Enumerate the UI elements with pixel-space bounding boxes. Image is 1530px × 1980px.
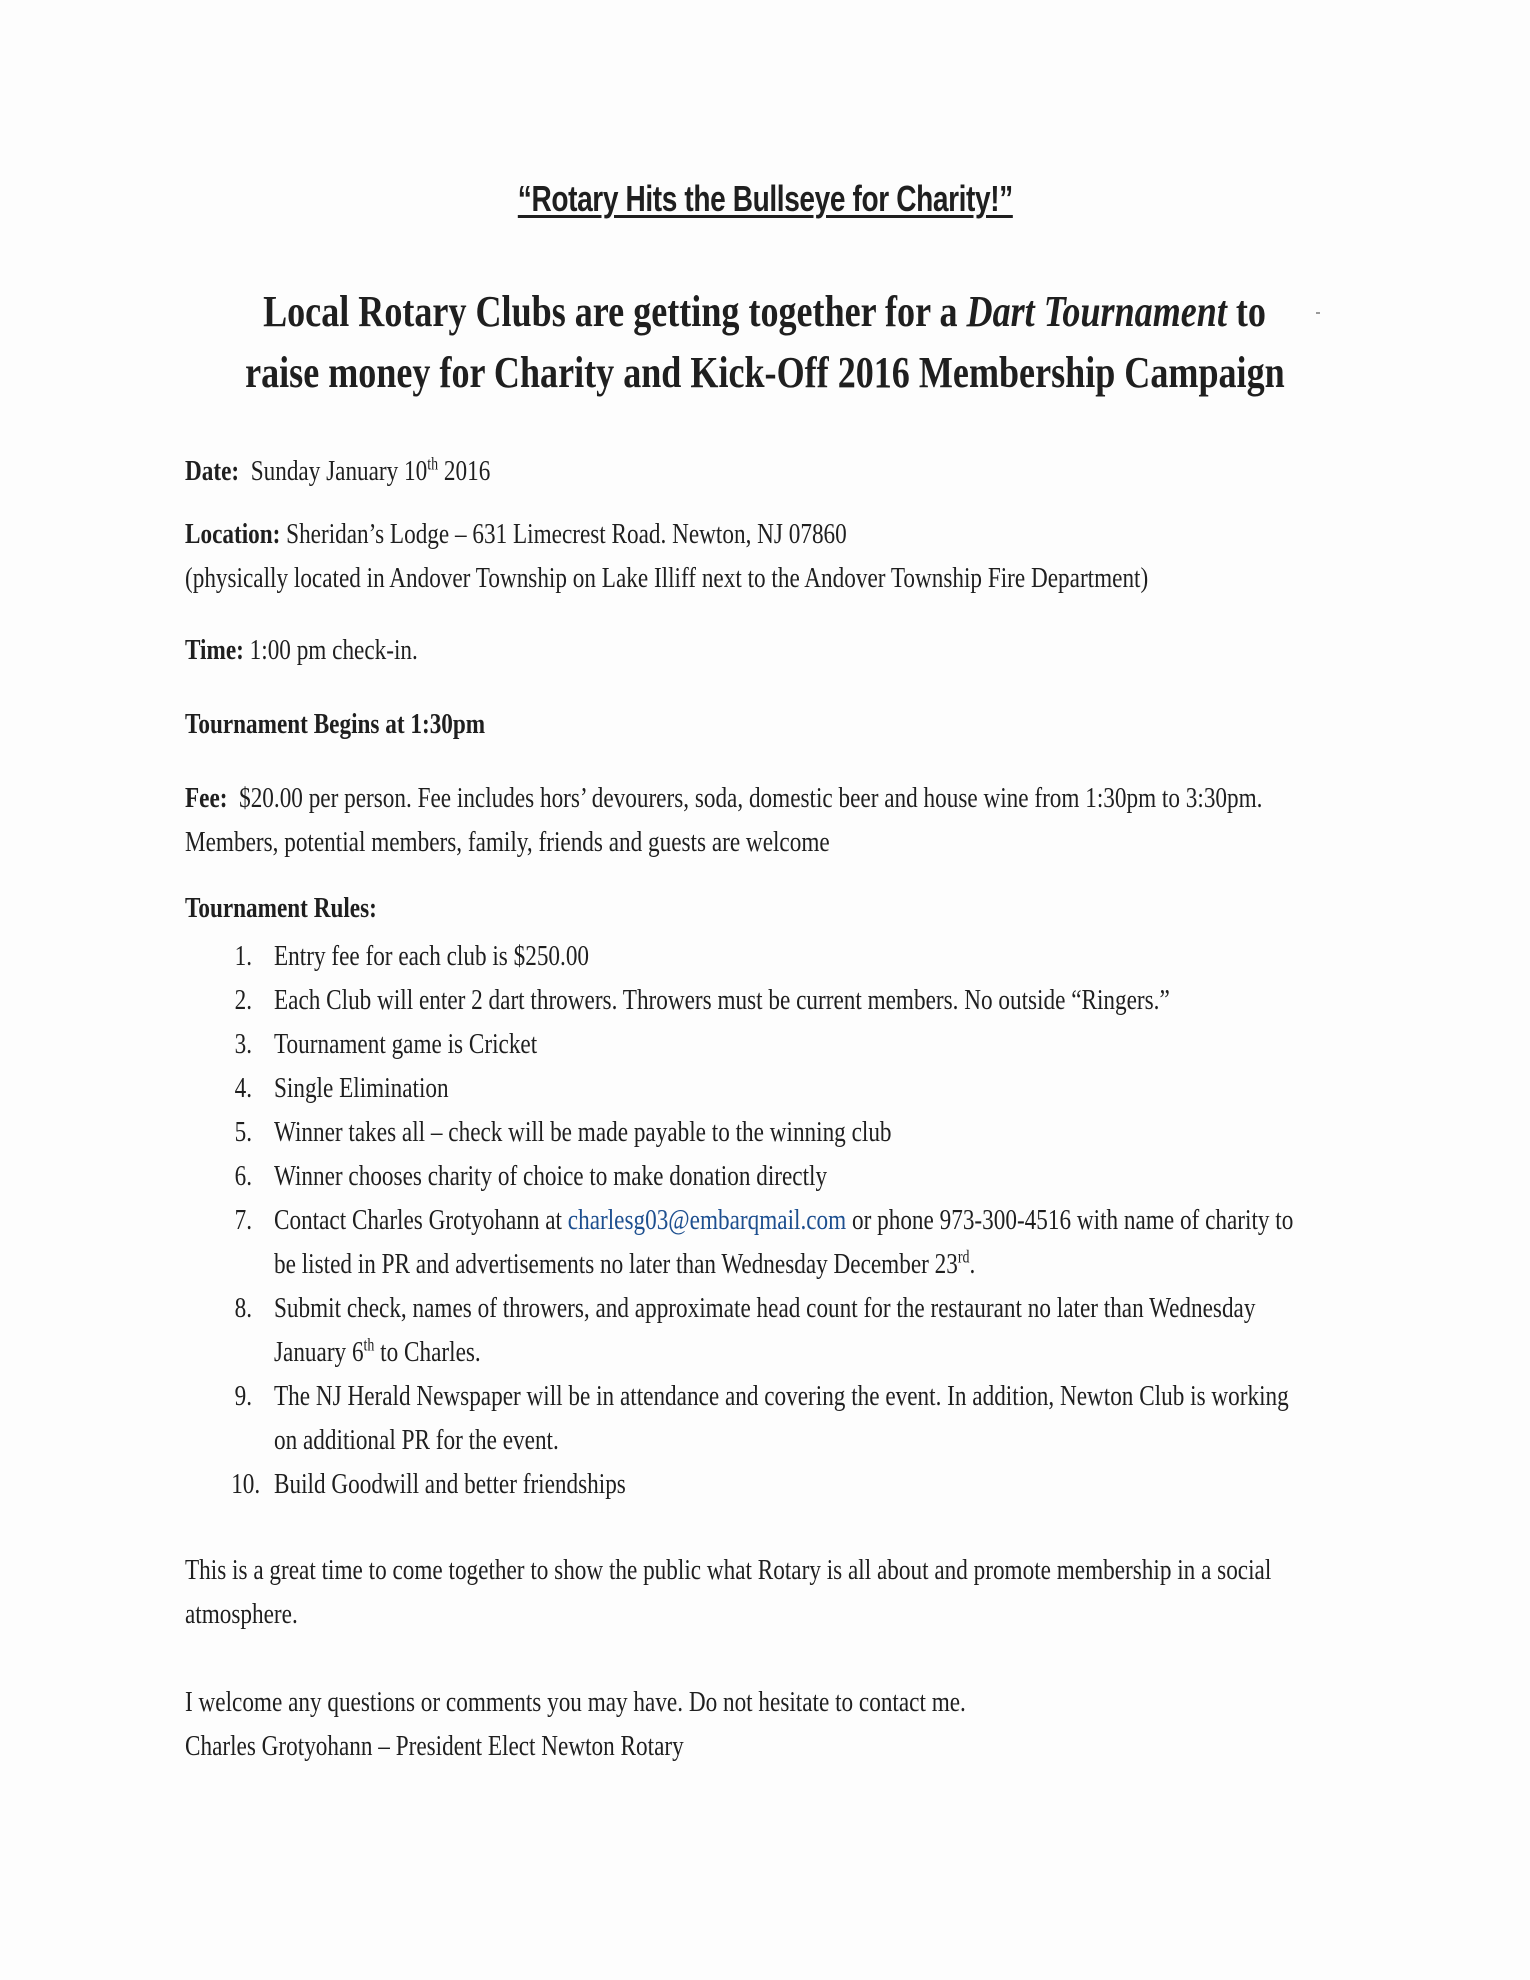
fee-line-2: Members, potential members, family, friends and guests are welcome	[185, 826, 830, 858]
closing-paragraph-line-1: This is a great time to come together to show the public what Rotary is all about and promote membership in a social	[185, 1554, 1272, 1586]
tournament-begins: Tournament Begins at 1:30pm	[185, 708, 486, 740]
subhead-line-2: raise money for Charity and Kick-Off 2016 Membership Campaign	[245, 348, 1285, 397]
contact-invitation: I welcome any questions or comments you may have. Do not hesitate to contact me.	[185, 1686, 966, 1718]
date-line: Date: Sunday January 10th 2016	[185, 453, 491, 487]
document-page: “Rotary Hits the Bullseye for Charity!” Local Rotary Clubs are getting together for a Dart Tournament to raise money for Charity and Kick-Off 2016 Membership Campaign Date: Sunday January 10th 2016 Location: Sheridan’s Lodge – 631 Limecrest Road. Newton, NJ 07860 (physically located in Andover Township on Lake Illiff next to the Andover Township Fire Department) Time: 1:00 pm check-in. Tournament Begins at 1:30pm Fee: $20.00 per person. Fee includes hors’ devourers, soda, domestic beer and house wine from 1:30pm to 3:30pm. Members, potential members, family, friends and guests are welcome Tournament Rules: 1. Entry fee for each club is $250.00 2. Each Club will enter 2 dart throwers. Throwers must be current members. No outside “Ringers.” 3. Tournament game is Cricket 4. Single Elimination 5. Winner takes all – check will be made payable to the winning club 6. Winner chooses charity of choice to make donation directly 7. Contact Charles Grotyohann at charlesg03@embarqmail.com or phone 973-300-4516 with name of charity to be listed in PR and advertisements no later than Wednesday December 23rd. 8. Submit check, names of throwers, and approximate head count for the restaurant no later than Wednesday January 6th to Charles. 9. The NJ Herald Newspaper will be in attendance and covering the event. In addition, Newton Club is working on additional PR for the event. 10. Build Goodwill and better friendships This is a great time to come together to show the public what Rotary is all about and promote membership in a social atmosphere. I welcome any questions or comments you may have. Do not hesitate to contact me. Charles Grotyohann – President Elect Newton Rotary	[0, 0, 1530, 1980]
scan-speck	[1316, 312, 1320, 314]
flyer-headline: “Rotary Hits the Bullseye for Charity!”	[517, 178, 1013, 219]
rules-heading: Tournament Rules:	[185, 892, 377, 924]
fee-line: Fee: $20.00 per person. Fee includes hors’ devourers, soda, domestic beer and house wine from 1:30pm to 3:30pm.	[185, 782, 1263, 814]
signature-line: Charles Grotyohann – President Elect Newton Rotary	[185, 1730, 684, 1762]
location-note: (physically located in Andover Township on Lake Illiff next to the Andover Township Fire Department)	[185, 562, 1149, 594]
contact-email-link[interactable]: charlesg03@embarqmail.com	[567, 1204, 847, 1236]
location-line: Location: Sheridan’s Lodge – 631 Limecrest Road. Newton, NJ 07860	[185, 518, 847, 550]
closing-paragraph-line-2: atmosphere.	[185, 1598, 298, 1630]
time-line: Time: 1:00 pm check-in.	[185, 634, 418, 666]
subhead-line-1: Local Rotary Clubs are getting together for a Dart Tournament to	[263, 287, 1267, 336]
